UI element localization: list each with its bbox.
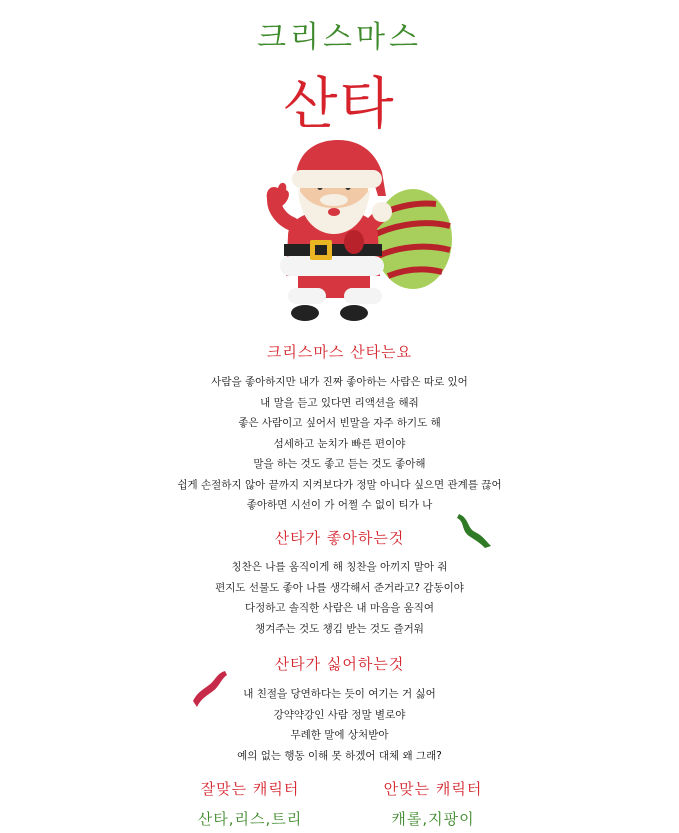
likes-line: 칭찬은 나를 움직이게 해 칭찬을 아끼지 말아 줘	[231, 561, 448, 573]
intro-lines	[0, 372, 679, 516]
dislikes-line: 예의 없는 행동 이해 못 하겠어 대체 왜 그래?	[237, 749, 442, 762]
intro-line: 쉽게 손절하지 않아 끝까지 지켜보다가 정말 아니다 싶으면 관계를 끊어	[177, 478, 502, 491]
intro-line: 좋아하면 시선이 가 어쩔 수 없이 티가 나	[246, 499, 433, 511]
likes-line: 다정하고 솔직한 사람은 내 마음을 움직여	[244, 602, 435, 614]
likes-lines	[0, 557, 679, 639]
dislikes-line: 무례한 말에 상처받아	[290, 729, 389, 741]
likes-heading: 산타가 좋아하는것	[274, 529, 405, 547]
dislikes-line: 강약약강인 사람 정말 별로야	[273, 708, 406, 721]
good-match-value: 산타,리스,트리	[197, 810, 303, 828]
green-ribbon-icon	[455, 510, 495, 550]
likes-line: 편지도 선물도 좋아 나를 생각해서 준거라고? 감동이야	[215, 581, 464, 594]
page-title: 산타	[283, 72, 396, 137]
intro-line: 말을 하는 것도 좋고 듣는 것도 좋아해	[253, 458, 426, 470]
good-match-heading: 잘맞는 캐릭터	[200, 780, 300, 798]
santa-with-gift-sack-icon	[258, 136, 463, 331]
page-kicker: 크리스마스	[257, 20, 422, 55]
dislikes-lines	[0, 684, 679, 766]
intro-line: 섬세하고 눈치가 빠른 편이야	[273, 437, 406, 450]
bad-match-heading: 안맞는 캐릭터	[383, 780, 483, 798]
dislikes-line: 내 친절을 당연하다는 듯이 여기는 거 싫어	[243, 688, 436, 700]
intro-heading: 크리스마스 산타는요	[266, 343, 413, 361]
likes-line: 챙겨주는 것도 챙김 받는 것도 즐거워	[255, 622, 424, 635]
intro-line: 내 말을 듣고 있다면 리액션을 해줘	[260, 396, 419, 409]
intro-line: 좋은 사람이고 싶어서 빈말을 자주 하기도 해	[238, 417, 441, 429]
bad-match-value: 캐롤,지팡이	[391, 810, 475, 828]
intro-line: 사람을 좋아하지만 내가 진짜 좋아하는 사람은 따로 있어	[211, 376, 468, 388]
dislikes-heading: 산타가 싫어하는것	[274, 655, 405, 673]
